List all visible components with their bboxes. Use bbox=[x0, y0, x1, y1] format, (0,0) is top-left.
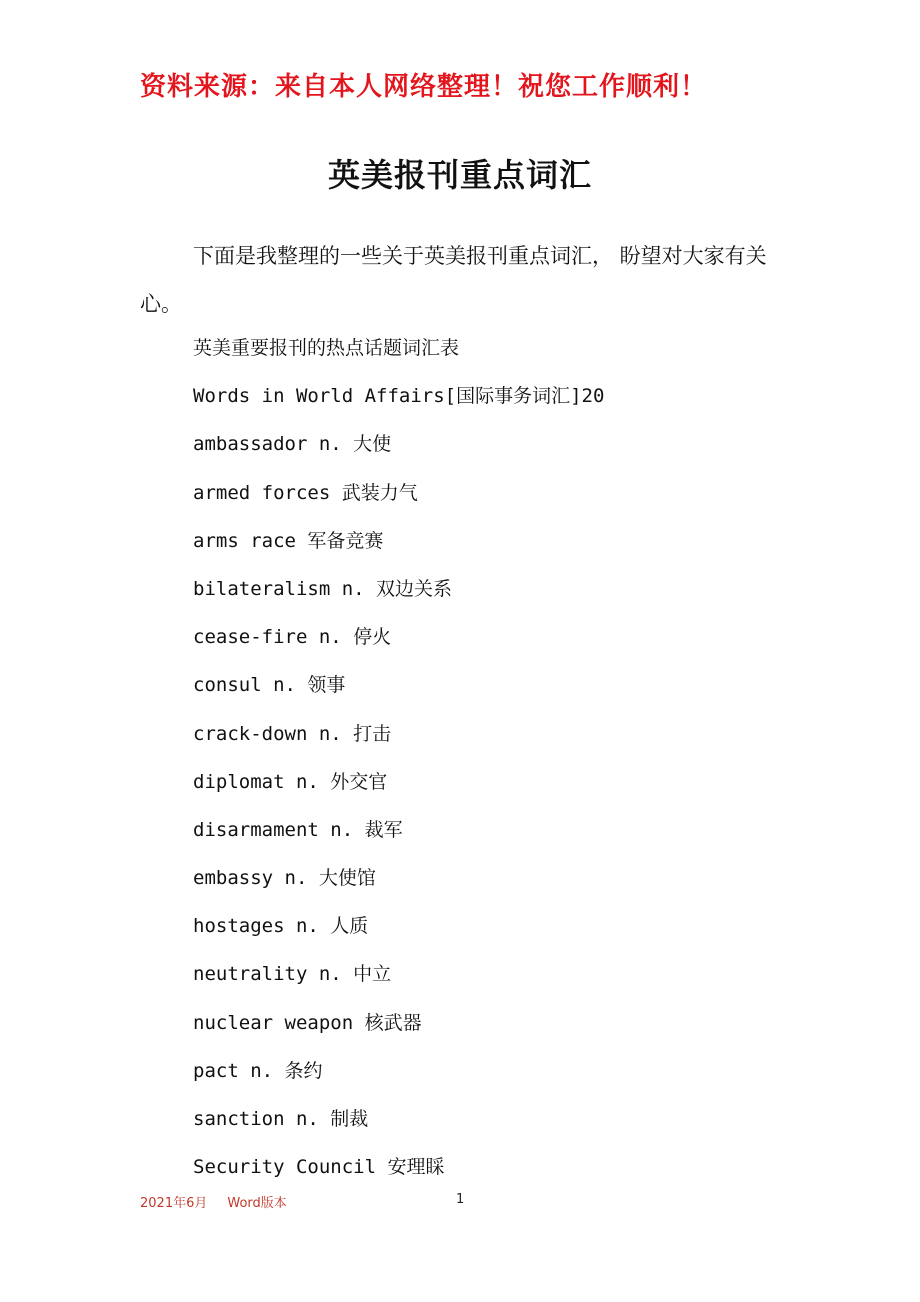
list-item: cease-fire n. 停火 bbox=[193, 626, 392, 649]
source-line: 资料来源：来自本人网络整理！祝您工作顺利！ bbox=[140, 72, 708, 102]
list-item: sanction n. 制裁 bbox=[193, 1108, 369, 1130]
document-title: 英美报刊重点词汇 bbox=[327, 156, 592, 194]
list-item: armed forces 武装力气 bbox=[193, 481, 418, 504]
list-item: arms race 军备竞赛 bbox=[193, 529, 384, 552]
list-item: neutrality n. 中立 bbox=[193, 963, 392, 986]
list-item: embassy n. 大使馆 bbox=[193, 867, 376, 890]
list-item: bilateralism n. 双边关系 bbox=[193, 577, 453, 600]
list-item: Words in World Affairs[国际事务词汇]20 bbox=[193, 385, 605, 408]
list-item: 英美重要报刊的热点话题词汇表 bbox=[193, 337, 460, 359]
vocabulary-list bbox=[193, 328, 833, 1195]
footer-version: Word版本 bbox=[227, 1196, 287, 1211]
list-item: consul n. 领事 bbox=[193, 674, 346, 697]
footer-date: 2021年6月 bbox=[140, 1196, 208, 1211]
footer-info bbox=[140, 1192, 287, 1211]
list-item: hostages n. 人质 bbox=[193, 915, 369, 938]
page-number: 1 bbox=[456, 1192, 465, 1207]
intro-paragraph: 下面是我整理的一些关于英美报刊重点词汇， 盼望对大家有关心。 bbox=[140, 244, 767, 316]
list-item: Security Council 安理睬 bbox=[193, 1156, 445, 1179]
list-item: nuclear weapon 核武器 bbox=[193, 1011, 422, 1034]
list-item: pact n. 条约 bbox=[193, 1059, 323, 1082]
list-item: crack-down n. 打击 bbox=[193, 722, 392, 745]
list-item: disarmament n. 裁军 bbox=[193, 818, 403, 841]
list-item: ambassador n. 大使 bbox=[193, 433, 392, 456]
list-item: diplomat n. 外交官 bbox=[193, 770, 388, 793]
